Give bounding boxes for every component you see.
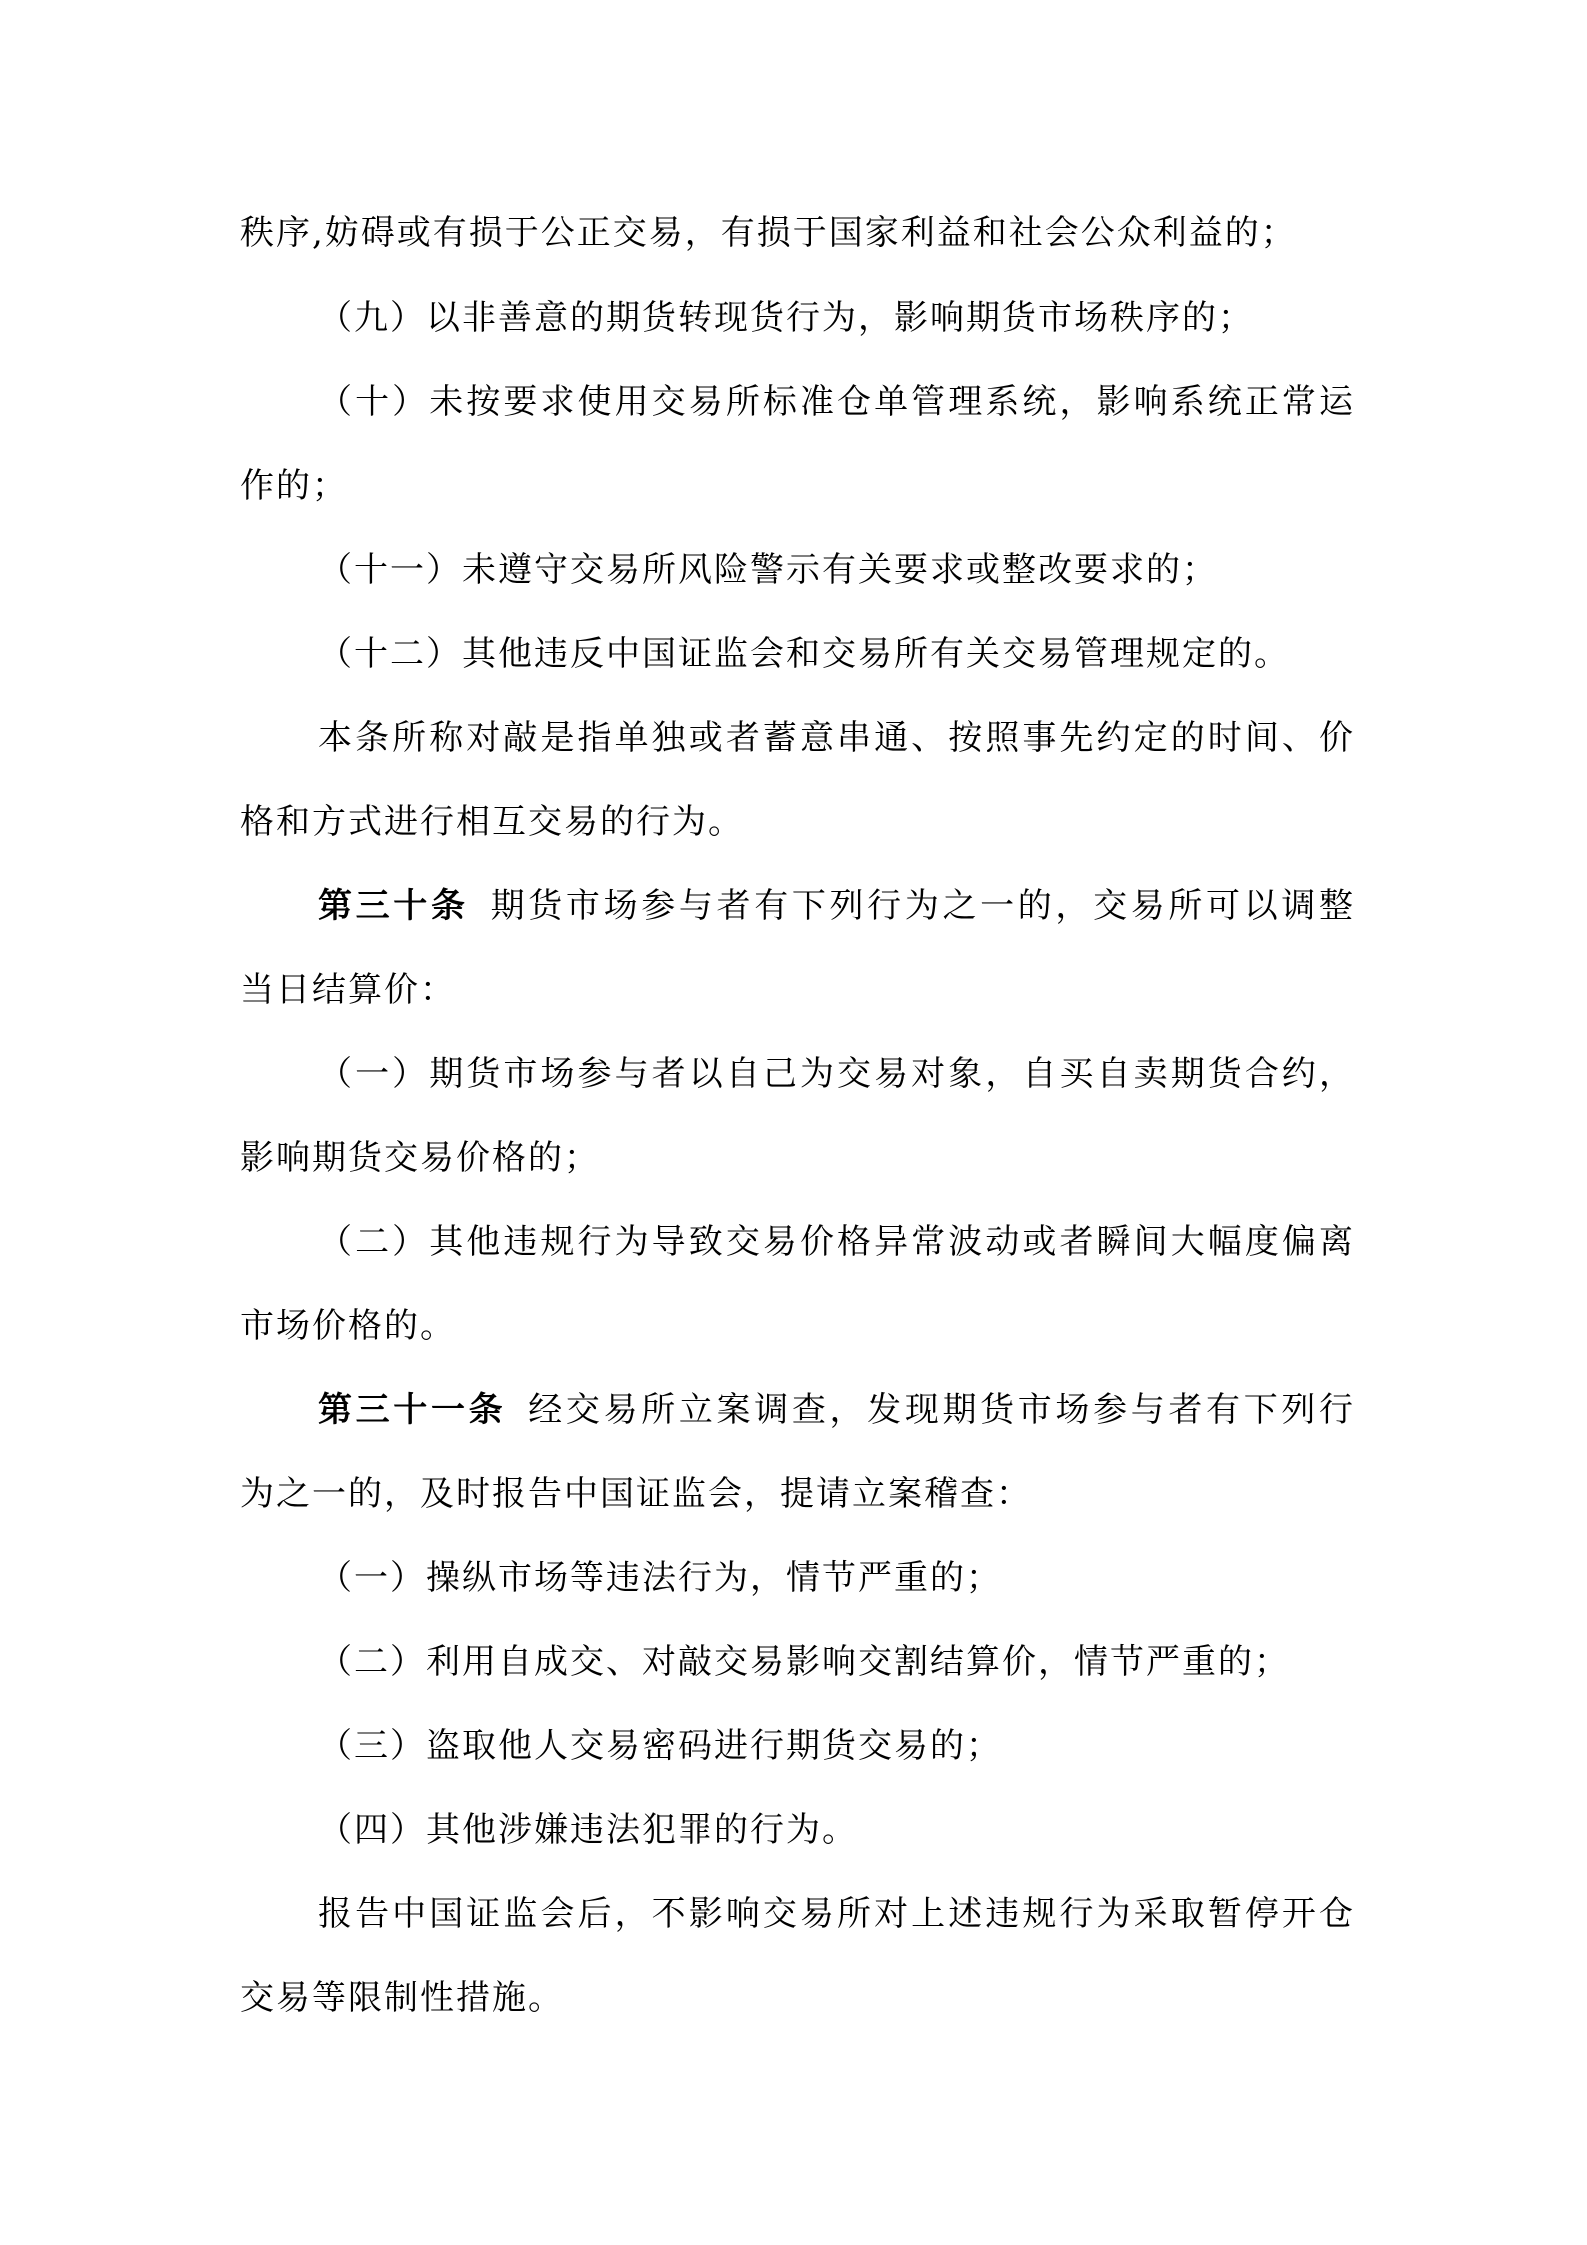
paragraph-line: 为之一的，及时报告中国证监会，提请立案稽查：	[240, 1474, 1032, 1514]
paragraph-line: 本条所称对敲是指单独或者蓄意串通、按照事先约定的时间、价	[318, 718, 1355, 758]
paragraph-line: （二）利用自成交、对敲交易影响交割结算价，情节严重的；	[318, 1642, 1290, 1682]
paragraph-line: （十一）未遵守交易所风险警示有关要求或整改要求的；	[318, 550, 1218, 590]
paragraph-line: 市场价格的。	[240, 1306, 456, 1346]
article-31-line	[318, 1385, 1355, 1435]
paragraph-line: （一）期货市场参与者以自己为交易对象，自买自卖期货合约，	[318, 1054, 1355, 1094]
paragraph-line: （九）以非善意的期货转现货行为，影响期货市场秩序的；	[318, 298, 1254, 338]
paragraph-line: 作的；	[240, 466, 348, 506]
article-30-line	[318, 881, 1355, 931]
paragraph-text: 期货市场参与者有下列行为之一的，交易所可以调整	[490, 886, 1356, 926]
article-title: 第三十一条	[318, 1390, 507, 1430]
paragraph-line: （三）盗取他人交易密码进行期货交易的；	[318, 1726, 1002, 1766]
paragraph-line: （二）其他违规行为导致交易价格异常波动或者瞬间大幅度偏离	[318, 1222, 1355, 1262]
paragraph-line: 当日结算价：	[240, 970, 456, 1010]
paragraph-line: 报告中国证监会后，不影响交易所对上述违规行为采取暂停开仓	[318, 1894, 1355, 1934]
paragraph-line: （四）其他涉嫌违法犯罪的行为。	[318, 1810, 858, 1850]
paragraph-line: 秩序,妨碍或有损于公正交易，有损于国家利益和社会公众利益的；	[240, 213, 1297, 253]
paragraph-line: （十二）其他违反中国证监会和交易所有关交易管理规定的。	[318, 634, 1290, 674]
article-title: 第三十条	[318, 886, 469, 926]
paragraph-line: 交易等限制性措施。	[240, 1978, 564, 2018]
paragraph-line: 影响期货交易价格的；	[240, 1138, 600, 1178]
paragraph-line: （一）操纵市场等违法行为，情节严重的；	[318, 1558, 1002, 1598]
paragraph-line: （十）未按要求使用交易所标准仓单管理系统，影响系统正常运	[318, 382, 1355, 422]
paragraph-line: 格和方式进行相互交易的行为。	[240, 802, 744, 842]
paragraph-text: 经交易所立案调查，发现期货市场参与者有下列行	[528, 1390, 1356, 1430]
